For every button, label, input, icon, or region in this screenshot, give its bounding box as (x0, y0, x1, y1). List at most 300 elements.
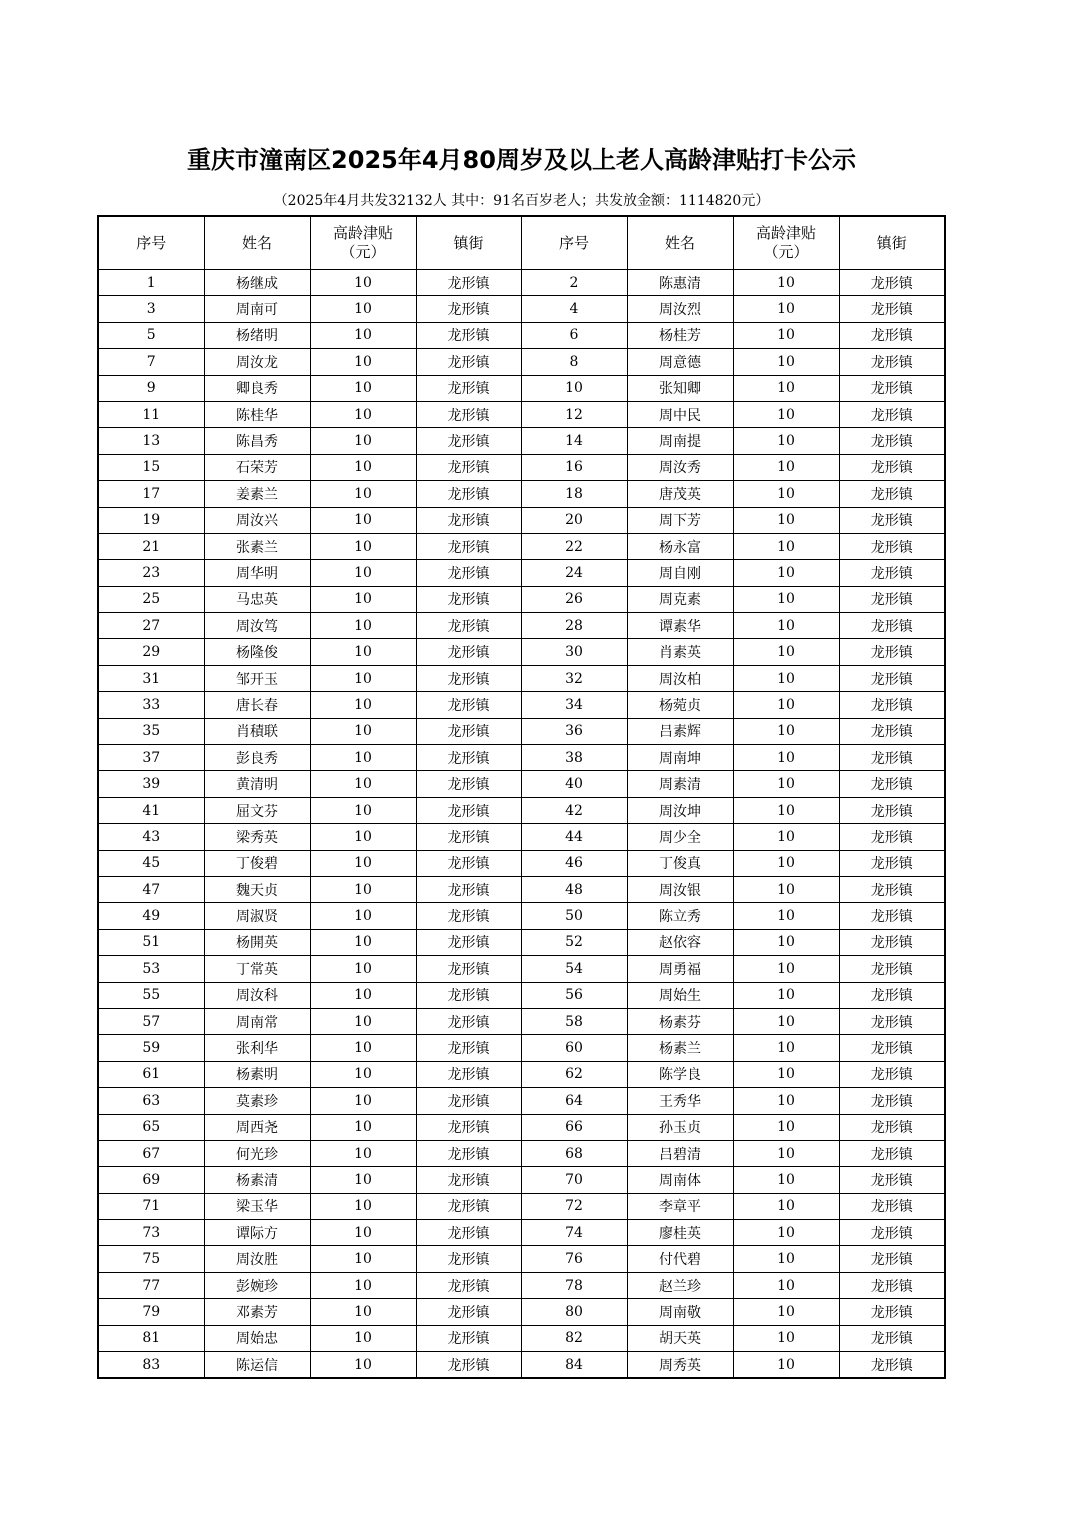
cell-allowance-right: 10 (733, 876, 839, 902)
table-row (98, 1167, 945, 1193)
table-row (98, 613, 945, 639)
cell-allowance-right: 10 (733, 903, 839, 929)
cell-seq-right: 66 (521, 1114, 627, 1140)
cell-town-left: 龙形镇 (416, 771, 521, 797)
cell-seq-left: 1 (98, 270, 204, 296)
cell-town-right: 龙形镇 (839, 1061, 945, 1087)
cell-town-right: 龙形镇 (839, 1008, 945, 1034)
cell-allowance-left: 10 (310, 745, 416, 771)
cell-seq-right: 84 (521, 1352, 627, 1379)
cell-seq-left: 71 (98, 1193, 204, 1219)
cell-town-left: 龙形镇 (416, 1008, 521, 1034)
cell-town-left: 龙形镇 (416, 270, 521, 296)
cell-seq-left: 41 (98, 797, 204, 823)
cell-allowance-right: 10 (733, 850, 839, 876)
cell-allowance-left: 10 (310, 665, 416, 691)
cell-seq-left: 33 (98, 692, 204, 718)
cell-seq-right: 82 (521, 1325, 627, 1351)
table-row (98, 692, 945, 718)
cell-seq-left: 3 (98, 296, 204, 322)
table-row (98, 428, 945, 454)
table-row (98, 903, 945, 929)
cell-name-right: 周少全 (627, 824, 733, 850)
table-row (98, 718, 945, 744)
table-row (98, 296, 945, 322)
cell-allowance-left: 10 (310, 876, 416, 902)
cell-seq-right: 8 (521, 349, 627, 375)
table-row (98, 1088, 945, 1114)
cell-town-right: 龙形镇 (839, 349, 945, 375)
table-row (98, 1246, 945, 1272)
cell-name-right: 杨永富 (627, 533, 733, 559)
cell-town-right: 龙形镇 (839, 560, 945, 586)
cell-allowance-right: 10 (733, 454, 839, 480)
cell-town-left: 龙形镇 (416, 745, 521, 771)
cell-name-right: 周自刚 (627, 560, 733, 586)
cell-seq-right: 70 (521, 1167, 627, 1193)
cell-name-left: 彭婉珍 (204, 1272, 310, 1298)
cell-seq-left: 77 (98, 1272, 204, 1298)
cell-name-right: 周南敬 (627, 1299, 733, 1325)
cell-allowance-right: 10 (733, 718, 839, 744)
cell-town-left: 龙形镇 (416, 428, 521, 454)
table-row (98, 824, 945, 850)
cell-allowance-right: 10 (733, 349, 839, 375)
table-row (98, 771, 945, 797)
cell-name-right: 周汝坤 (627, 797, 733, 823)
header-allowance-unit: （元） (340, 243, 386, 261)
cell-seq-right: 48 (521, 876, 627, 902)
cell-allowance-left: 10 (310, 1325, 416, 1351)
table-row (98, 322, 945, 348)
header-seq-right: 序号 (521, 216, 627, 270)
cell-allowance-left: 10 (310, 771, 416, 797)
cell-allowance-left: 10 (310, 481, 416, 507)
cell-allowance-right: 10 (733, 507, 839, 533)
cell-town-right: 龙形镇 (839, 956, 945, 982)
cell-town-right: 龙形镇 (839, 797, 945, 823)
cell-seq-right: 24 (521, 560, 627, 586)
table-row (98, 1299, 945, 1325)
cell-allowance-left: 10 (310, 270, 416, 296)
cell-allowance-right: 10 (733, 375, 839, 401)
cell-allowance-right: 10 (733, 428, 839, 454)
cell-town-left: 龙形镇 (416, 824, 521, 850)
cell-allowance-right: 10 (733, 771, 839, 797)
cell-seq-left: 81 (98, 1325, 204, 1351)
header-town-left: 镇街 (416, 216, 521, 270)
cell-name-right: 周始生 (627, 982, 733, 1008)
cell-name-left: 姜素兰 (204, 481, 310, 507)
cell-allowance-left: 10 (310, 718, 416, 744)
cell-name-left: 肖積联 (204, 718, 310, 744)
cell-town-left: 龙形镇 (416, 1088, 521, 1114)
cell-allowance-left: 10 (310, 1061, 416, 1087)
cell-name-left: 丁俊碧 (204, 850, 310, 876)
cell-town-right: 龙形镇 (839, 586, 945, 612)
cell-seq-right: 20 (521, 507, 627, 533)
cell-seq-left: 23 (98, 560, 204, 586)
cell-seq-right: 52 (521, 929, 627, 955)
cell-seq-right: 26 (521, 586, 627, 612)
cell-allowance-right: 10 (733, 1167, 839, 1193)
cell-allowance-left: 10 (310, 903, 416, 929)
cell-name-left: 杨素清 (204, 1167, 310, 1193)
cell-town-left: 龙形镇 (416, 876, 521, 902)
cell-name-left: 邹开玉 (204, 665, 310, 691)
cell-seq-right: 22 (521, 533, 627, 559)
cell-seq-right: 80 (521, 1299, 627, 1325)
table-row (98, 454, 945, 480)
cell-town-left: 龙形镇 (416, 929, 521, 955)
cell-allowance-right: 10 (733, 296, 839, 322)
cell-allowance-left: 10 (310, 692, 416, 718)
cell-seq-right: 62 (521, 1061, 627, 1087)
cell-town-left: 龙形镇 (416, 850, 521, 876)
cell-seq-right: 56 (521, 982, 627, 1008)
header-seq-left: 序号 (98, 216, 204, 270)
cell-town-left: 龙形镇 (416, 296, 521, 322)
cell-town-left: 龙形镇 (416, 1061, 521, 1087)
cell-allowance-left: 10 (310, 1114, 416, 1140)
cell-town-left: 龙形镇 (416, 1325, 521, 1351)
cell-allowance-left: 10 (310, 1140, 416, 1166)
cell-seq-left: 79 (98, 1299, 204, 1325)
cell-seq-right: 30 (521, 639, 627, 665)
cell-seq-left: 63 (98, 1088, 204, 1114)
cell-town-left: 龙形镇 (416, 349, 521, 375)
header-allowance-left (310, 216, 416, 270)
cell-name-right: 丁俊真 (627, 850, 733, 876)
cell-seq-right: 12 (521, 401, 627, 427)
cell-town-left: 龙形镇 (416, 1167, 521, 1193)
cell-town-right: 龙形镇 (839, 1246, 945, 1272)
cell-town-left: 龙形镇 (416, 507, 521, 533)
cell-allowance-left: 10 (310, 507, 416, 533)
cell-allowance-right: 10 (733, 1140, 839, 1166)
cell-allowance-right: 10 (733, 639, 839, 665)
cell-name-right: 王秀华 (627, 1088, 733, 1114)
cell-name-left: 杨绪明 (204, 322, 310, 348)
cell-allowance-right: 10 (733, 533, 839, 559)
cell-allowance-left: 10 (310, 586, 416, 612)
cell-seq-right: 74 (521, 1220, 627, 1246)
cell-allowance-left: 10 (310, 1008, 416, 1034)
cell-seq-left: 51 (98, 929, 204, 955)
allowance-table (97, 215, 946, 1379)
cell-allowance-left: 10 (310, 375, 416, 401)
cell-town-right: 龙形镇 (839, 613, 945, 639)
cell-allowance-right: 10 (733, 692, 839, 718)
header-name-right: 姓名 (627, 216, 733, 270)
cell-seq-left: 57 (98, 1008, 204, 1034)
cell-name-right: 付代碧 (627, 1246, 733, 1272)
cell-town-left: 龙形镇 (416, 481, 521, 507)
cell-name-left: 周汝胜 (204, 1246, 310, 1272)
cell-name-left: 陈桂华 (204, 401, 310, 427)
cell-town-left: 龙形镇 (416, 1272, 521, 1298)
cell-town-left: 龙形镇 (416, 1220, 521, 1246)
cell-name-right: 周克素 (627, 586, 733, 612)
cell-town-right: 龙形镇 (839, 1325, 945, 1351)
table-row (98, 375, 945, 401)
cell-town-left: 龙形镇 (416, 797, 521, 823)
cell-allowance-right: 10 (733, 481, 839, 507)
cell-name-left: 周南可 (204, 296, 310, 322)
cell-allowance-left: 10 (310, 1272, 416, 1298)
cell-town-right: 龙形镇 (839, 1140, 945, 1166)
cell-town-right: 龙形镇 (839, 1167, 945, 1193)
table-row (98, 1035, 945, 1061)
cell-town-right: 龙形镇 (839, 1272, 945, 1298)
cell-seq-right: 10 (521, 375, 627, 401)
cell-town-left: 龙形镇 (416, 560, 521, 586)
cell-name-right: 周下芳 (627, 507, 733, 533)
header-name-left: 姓名 (204, 216, 310, 270)
cell-name-right: 陈惠清 (627, 270, 733, 296)
page-title: 重庆市潼南区2025年4月80周岁及以上老人高龄津贴打卡公示 (187, 146, 856, 174)
table-header-row (98, 216, 945, 270)
cell-allowance-left: 10 (310, 322, 416, 348)
cell-name-right: 肖素英 (627, 639, 733, 665)
table-row (98, 639, 945, 665)
cell-name-right: 胡天英 (627, 1325, 733, 1351)
cell-seq-left: 39 (98, 771, 204, 797)
cell-name-left: 周南常 (204, 1008, 310, 1034)
cell-allowance-right: 10 (733, 956, 839, 982)
cell-town-left: 龙形镇 (416, 982, 521, 1008)
cell-seq-right: 34 (521, 692, 627, 718)
header-town-right: 镇街 (839, 216, 945, 270)
cell-seq-left: 61 (98, 1061, 204, 1087)
cell-seq-right: 44 (521, 824, 627, 850)
header-allowance-unit: （元） (763, 243, 809, 261)
table-row (98, 745, 945, 771)
cell-name-right: 周南坤 (627, 745, 733, 771)
table-row (98, 929, 945, 955)
cell-name-right: 吕碧清 (627, 1140, 733, 1166)
cell-allowance-left: 10 (310, 560, 416, 586)
cell-name-left: 周汝科 (204, 982, 310, 1008)
cell-name-left: 邓素芳 (204, 1299, 310, 1325)
cell-town-left: 龙形镇 (416, 401, 521, 427)
cell-allowance-left: 10 (310, 401, 416, 427)
table-row (98, 270, 945, 296)
cell-allowance-left: 10 (310, 1088, 416, 1114)
cell-allowance-left: 10 (310, 1246, 416, 1272)
cell-name-right: 廖桂英 (627, 1220, 733, 1246)
cell-town-right: 龙形镇 (839, 533, 945, 559)
cell-name-left: 杨隆俊 (204, 639, 310, 665)
cell-name-left: 梁秀英 (204, 824, 310, 850)
cell-name-right: 李章平 (627, 1193, 733, 1219)
cell-allowance-right: 10 (733, 613, 839, 639)
cell-name-left: 杨继成 (204, 270, 310, 296)
table-row (98, 481, 945, 507)
cell-allowance-right: 10 (733, 1325, 839, 1351)
cell-seq-left: 55 (98, 982, 204, 1008)
cell-town-right: 龙形镇 (839, 692, 945, 718)
header-allowance-label: 高龄津贴 (755, 224, 816, 242)
cell-seq-left: 11 (98, 401, 204, 427)
table-row (98, 1061, 945, 1087)
cell-seq-left: 21 (98, 533, 204, 559)
cell-name-right: 唐茂英 (627, 481, 733, 507)
cell-name-right: 杨桂芳 (627, 322, 733, 348)
table-row (98, 982, 945, 1008)
table-row (98, 507, 945, 533)
cell-town-right: 龙形镇 (839, 1193, 945, 1219)
table-row (98, 1352, 945, 1379)
cell-seq-right: 38 (521, 745, 627, 771)
cell-town-right: 龙形镇 (839, 1220, 945, 1246)
cell-seq-left: 25 (98, 586, 204, 612)
cell-name-left: 陈运信 (204, 1352, 310, 1379)
table-row (98, 1140, 945, 1166)
table-row (98, 850, 945, 876)
cell-allowance-left: 10 (310, 1220, 416, 1246)
cell-seq-left: 31 (98, 665, 204, 691)
cell-name-left: 彭良秀 (204, 745, 310, 771)
cell-name-left: 周西尧 (204, 1114, 310, 1140)
cell-name-right: 周南提 (627, 428, 733, 454)
cell-seq-right: 58 (521, 1008, 627, 1034)
cell-name-left: 周淑贤 (204, 903, 310, 929)
cell-name-right: 孙玉贞 (627, 1114, 733, 1140)
cell-town-left: 龙形镇 (416, 375, 521, 401)
cell-name-left: 陈昌秀 (204, 428, 310, 454)
cell-seq-left: 5 (98, 322, 204, 348)
cell-name-right: 周秀英 (627, 1352, 733, 1379)
cell-seq-left: 75 (98, 1246, 204, 1272)
cell-name-left: 周始忠 (204, 1325, 310, 1351)
cell-allowance-right: 10 (733, 1246, 839, 1272)
cell-town-right: 龙形镇 (839, 428, 945, 454)
table-row (98, 533, 945, 559)
cell-seq-right: 40 (521, 771, 627, 797)
cell-name-right: 周勇福 (627, 956, 733, 982)
cell-town-left: 龙形镇 (416, 533, 521, 559)
cell-town-right: 龙形镇 (839, 929, 945, 955)
cell-town-left: 龙形镇 (416, 665, 521, 691)
cell-allowance-left: 10 (310, 1193, 416, 1219)
cell-name-left: 周汝龙 (204, 349, 310, 375)
cell-name-left: 张素兰 (204, 533, 310, 559)
cell-name-right: 陈立秀 (627, 903, 733, 929)
cell-town-left: 龙形镇 (416, 1299, 521, 1325)
cell-seq-left: 73 (98, 1220, 204, 1246)
cell-town-left: 龙形镇 (416, 903, 521, 929)
cell-seq-right: 36 (521, 718, 627, 744)
table-row (98, 1220, 945, 1246)
cell-seq-left: 13 (98, 428, 204, 454)
cell-seq-right: 78 (521, 1272, 627, 1298)
cell-town-right: 龙形镇 (839, 824, 945, 850)
cell-seq-right: 76 (521, 1246, 627, 1272)
cell-allowance-right: 10 (733, 929, 839, 955)
cell-allowance-right: 10 (733, 560, 839, 586)
cell-seq-left: 9 (98, 375, 204, 401)
cell-seq-right: 2 (521, 270, 627, 296)
header-allowance-right (733, 216, 839, 270)
cell-town-left: 龙形镇 (416, 613, 521, 639)
cell-allowance-right: 10 (733, 401, 839, 427)
cell-town-left: 龙形镇 (416, 1193, 521, 1219)
cell-allowance-right: 10 (733, 1352, 839, 1379)
cell-town-right: 龙形镇 (839, 665, 945, 691)
cell-town-right: 龙形镇 (839, 718, 945, 744)
cell-seq-left: 27 (98, 613, 204, 639)
cell-name-right: 杨菀贞 (627, 692, 733, 718)
table-row (98, 349, 945, 375)
cell-allowance-right: 10 (733, 745, 839, 771)
cell-allowance-right: 10 (733, 1299, 839, 1325)
cell-town-right: 龙形镇 (839, 322, 945, 348)
cell-seq-left: 29 (98, 639, 204, 665)
cell-seq-right: 64 (521, 1088, 627, 1114)
cell-allowance-left: 10 (310, 533, 416, 559)
cell-allowance-left: 10 (310, 428, 416, 454)
cell-name-right: 谭素华 (627, 613, 733, 639)
cell-seq-left: 49 (98, 903, 204, 929)
cell-allowance-left: 10 (310, 956, 416, 982)
cell-town-right: 龙形镇 (839, 481, 945, 507)
cell-allowance-left: 10 (310, 613, 416, 639)
table-row (98, 876, 945, 902)
cell-town-left: 龙形镇 (416, 1114, 521, 1140)
cell-allowance-right: 10 (733, 586, 839, 612)
cell-seq-right: 50 (521, 903, 627, 929)
cell-seq-left: 65 (98, 1114, 204, 1140)
cell-allowance-right: 10 (733, 982, 839, 1008)
cell-name-left: 谭际方 (204, 1220, 310, 1246)
cell-town-right: 龙形镇 (839, 507, 945, 533)
cell-name-left: 周汝笃 (204, 613, 310, 639)
table-row (98, 586, 945, 612)
cell-seq-left: 7 (98, 349, 204, 375)
cell-name-right: 周中民 (627, 401, 733, 427)
cell-name-right: 周汝柏 (627, 665, 733, 691)
cell-name-left: 何光珍 (204, 1140, 310, 1166)
cell-town-left: 龙形镇 (416, 1035, 521, 1061)
cell-seq-left: 35 (98, 718, 204, 744)
cell-allowance-right: 10 (733, 1061, 839, 1087)
cell-name-left: 莫素珍 (204, 1088, 310, 1114)
cell-name-right: 周素清 (627, 771, 733, 797)
cell-town-left: 龙形镇 (416, 1246, 521, 1272)
cell-name-right: 吕素辉 (627, 718, 733, 744)
table-row (98, 1114, 945, 1140)
cell-allowance-right: 10 (733, 270, 839, 296)
cell-town-right: 龙形镇 (839, 903, 945, 929)
cell-name-left: 屈文芬 (204, 797, 310, 823)
cell-seq-left: 43 (98, 824, 204, 850)
cell-seq-left: 67 (98, 1140, 204, 1166)
cell-town-right: 龙形镇 (839, 745, 945, 771)
cell-allowance-right: 10 (733, 824, 839, 850)
cell-seq-left: 19 (98, 507, 204, 533)
cell-seq-right: 72 (521, 1193, 627, 1219)
cell-name-left: 马忠英 (204, 586, 310, 612)
cell-allowance-left: 10 (310, 982, 416, 1008)
cell-name-left: 丁常英 (204, 956, 310, 982)
table-row (98, 1272, 945, 1298)
cell-name-left: 黄清明 (204, 771, 310, 797)
cell-seq-left: 47 (98, 876, 204, 902)
cell-town-right: 龙形镇 (839, 850, 945, 876)
cell-town-left: 龙形镇 (416, 322, 521, 348)
cell-seq-left: 59 (98, 1035, 204, 1061)
